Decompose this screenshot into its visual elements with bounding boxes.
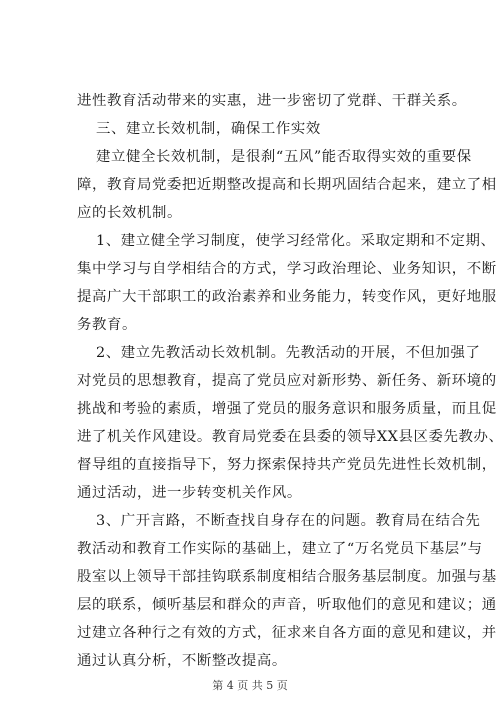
text-line: 通过活动，进一步转变机关作风。 [77,485,302,501]
text-line: 股室以上领导干部挂钩联系制度相结合服务基层制度。加强与基 [77,569,497,585]
text-line: 进性教育活动带来的实惠，进一步密切了党群、干群关系。 [77,93,467,109]
text-line: 3、广开言路，不断查找自身存在的问题。教育局在结合先 [96,513,481,529]
text-line: 教活动和教育工作实际的基础上，建立了“万名党员下基层”与 [77,541,483,557]
section-heading: 三、建立长效机制，确保工作实效 [96,121,321,137]
text-line: 2、建立先教活动长效机制。先教活动的开展，不但加强了 [96,345,481,361]
text-line: 障，教育局党委把近期整改提高和长期巩固结合起来，建立了相 [77,177,497,193]
text-line: 务教育。 [77,317,137,333]
text-line: 提高广大干部职工的政治素养和业务能力，转变作风，更好地服 [77,289,497,305]
text-line: 进了机关作风建设。教育局党委在县委的领导XX县区委先教办、 [77,429,503,445]
text-line: 应的长效机制。 [77,205,182,221]
text-line: 过建立各种行之有效的方式，征求来自各方面的意见和建议，并 [77,625,497,641]
text-line: 对党员的思想教育，提高了党员应对新形势、新任务、新环境的 [77,373,497,389]
text-line: 层的联系，倾听基层和群众的声音，听取他们的意见和建议；通 [77,597,497,613]
text-line: 建立健全长效机制，是很刹“五风”能否取得实效的重要保 [96,149,472,165]
text-line: 通过认真分析，不断整改提高。 [77,653,287,669]
text-line: 挑战和考验的素质，增强了党员的服务意识和服务质量，而且促 [77,401,497,417]
text-line: 督导组的直接指导下，努力探索保持共产党员先进性长效机制， [77,457,497,473]
page-footer: 第 4 页 共 5 页 [212,679,288,692]
text-line: 集中学习与自学相结合的方式，学习政治理论、业务知识，不断 [77,261,497,277]
text-line: 1、建立健全学习制度，使学习经常化。采取定期和不定期、 [96,233,496,249]
